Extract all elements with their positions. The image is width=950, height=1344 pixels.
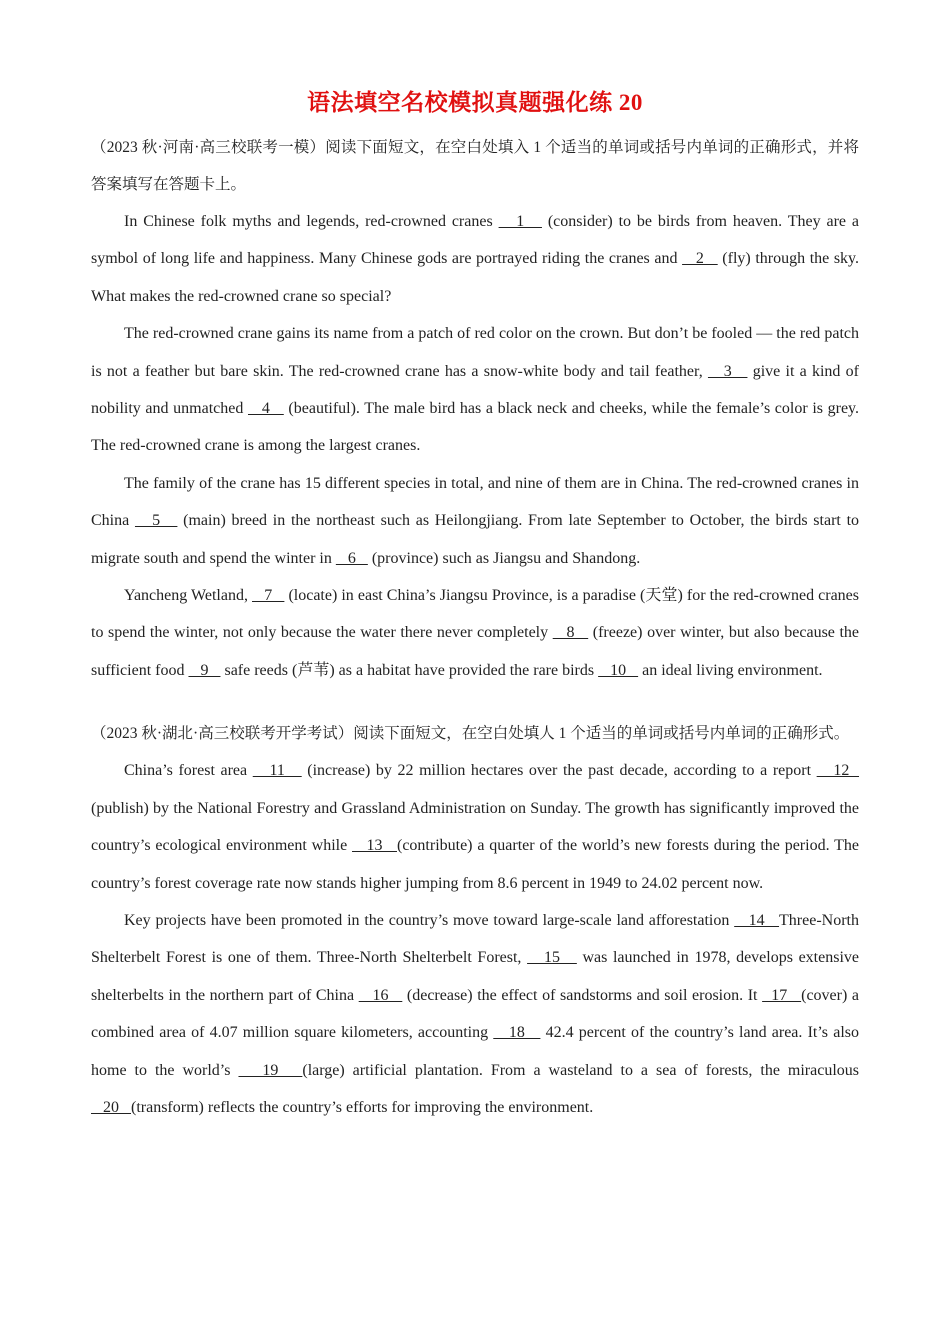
passage-text: (consider) to be birds from heaven. They are a symbol of long life and happiness. Many Chinese gods are portrayed riding the cranes and <box>91 213 860 268</box>
answer-blank[interactable]: 7 <box>252 587 285 605</box>
passage-1-paragraph <box>91 577 859 689</box>
answer-blank[interactable]: 13 <box>352 837 397 855</box>
answer-blank[interactable]: 3 <box>707 362 748 380</box>
passage-text: (province) such as Jiangsu and Shandong. <box>367 549 641 567</box>
answer-blank[interactable]: 4 <box>247 400 284 418</box>
passage-text: (increase) by 22 million hectares over the past decade, according to a report <box>301 762 817 780</box>
page-title: 语法填空名校模拟真题强化练 20 <box>307 90 643 115</box>
answer-blank[interactable]: 9 <box>188 661 221 679</box>
passage-text: In Chinese folk myths and legends, red-crowned cranes <box>124 213 499 230</box>
passage-2-paragraph <box>91 752 859 902</box>
passage-text: The family of the crane has 15 different species in total, and nine of them are in China. The red-crowned cranes in China <box>91 474 859 530</box>
answer-blank[interactable]: 6 <box>335 549 368 567</box>
answer-blank[interactable]: 11 <box>252 762 302 780</box>
passage-text: safe reeds (芦苇) as a habitat have provided the rare birds <box>220 661 599 679</box>
passage-text: was launched in 1978, develops extensive shelterbelts in the northern part of China <box>91 949 860 1004</box>
section-spacer <box>91 689 859 715</box>
passage-1-paragraph <box>91 315 859 465</box>
passage-text: (publish) by the National Forestry and Grassland Administration on Sunday. The growth has significantly improved the country’s ecological environment while <box>91 799 859 855</box>
passage-text: The red-crowned crane gains its name from a patch of red color on the crown. But don’t be fooled — the red patch is not a feather but bare skin. The red-crowned crane has a snow-white body and tail feather, <box>91 325 859 380</box>
passage-text: China’s forest area <box>124 762 253 780</box>
passage-text: 42.4 percent of the country’s land area. It’s also home to the world’s <box>91 1024 859 1079</box>
answer-blank[interactable]: 18 <box>493 1024 541 1042</box>
answer-blank[interactable]: 19 <box>238 1061 303 1079</box>
passage-text: Three-North Shelterbelt Forest is one of them. Three-North Shelterbelt Forest, <box>91 911 859 967</box>
passage-text: Yancheng Wetland, <box>124 587 253 605</box>
answer-blank[interactable]: 5 <box>134 512 178 530</box>
passage-2 <box>91 715 859 1126</box>
answer-blank[interactable]: 12 <box>816 762 860 780</box>
passage-text: (large) artificial plantation. From a wasteland to a sea of forests, the miraculous <box>302 1061 859 1079</box>
passage-text: (contribute) a quarter of the world’s new forests during the period. The country’s forest coverage rate now stands higher jumping from 8.6 percent in 1949 to 24.02 percent now. <box>91 837 859 892</box>
answer-blank[interactable]: 8 <box>552 624 589 642</box>
answer-blank[interactable]: 1 <box>498 213 542 230</box>
passage-1-instruction: （2023 秋·河南·高三校联考一模）阅读下面短文，在空白处填入 1 个适当的单词或括号内单词的正确形式，并将答案填写在答题卡上。 <box>91 139 859 193</box>
answer-blank[interactable]: 17 <box>762 986 802 1004</box>
answer-blank[interactable]: 20 <box>91 1098 131 1116</box>
answer-blank[interactable]: 16 <box>358 986 403 1004</box>
passage-text: (beautiful). The male bird has a black neck and cheeks, while the female’s color is grey. The red-crowned crane is among the largest cranes. <box>91 400 860 455</box>
passage-text: (locate) in east China’s Jiangsu Province, is a paradise (天堂) for the red-crowned cranes to spend the winter, not only because the water there never completely <box>91 587 859 642</box>
document-page <box>91 84 859 1126</box>
passage-text: Key projects have been promoted in the country’s move toward large-scale land afforestation <box>124 911 735 929</box>
passage-1 <box>91 129 859 689</box>
passage-text: (cover) a combined area of 4.07 million square kilometers, accounting <box>91 986 860 1042</box>
passage-text: (main) breed in the northeast such as Heilongjiang. From late September to October, the birds start to migrate south and spend the winter in <box>91 512 860 567</box>
answer-blank[interactable]: 15 <box>527 949 577 967</box>
passage-text: (fly) through the sky. What makes the red-crowned crane so special? <box>91 250 860 305</box>
answer-blank[interactable]: 10 <box>598 661 639 679</box>
answer-blank[interactable]: 2 <box>682 250 718 268</box>
passage-2-instruction: （2023 秋·湖北·高三校联考开学考试）阅读下面短文，在空白处填人 1 个适当的单词或括号内单词的正确形式。 <box>91 725 850 743</box>
passage-text: give it a kind of nobility and unmatched <box>91 362 860 418</box>
passage-1-paragraph <box>91 203 859 315</box>
passage-text: (transform) reflects the country’s efforts for improving the environment. <box>131 1098 594 1116</box>
passage-text: (freeze) over winter, but also because the sufficient food <box>91 624 860 679</box>
passage-1-paragraph <box>91 465 859 577</box>
passage-text: an ideal living environment. <box>638 661 823 679</box>
passage-text: (decrease) the effect of sandstorms and soil erosion. It <box>402 986 763 1004</box>
passage-2-paragraph <box>91 902 859 1126</box>
answer-blank[interactable]: 14 <box>734 911 780 929</box>
